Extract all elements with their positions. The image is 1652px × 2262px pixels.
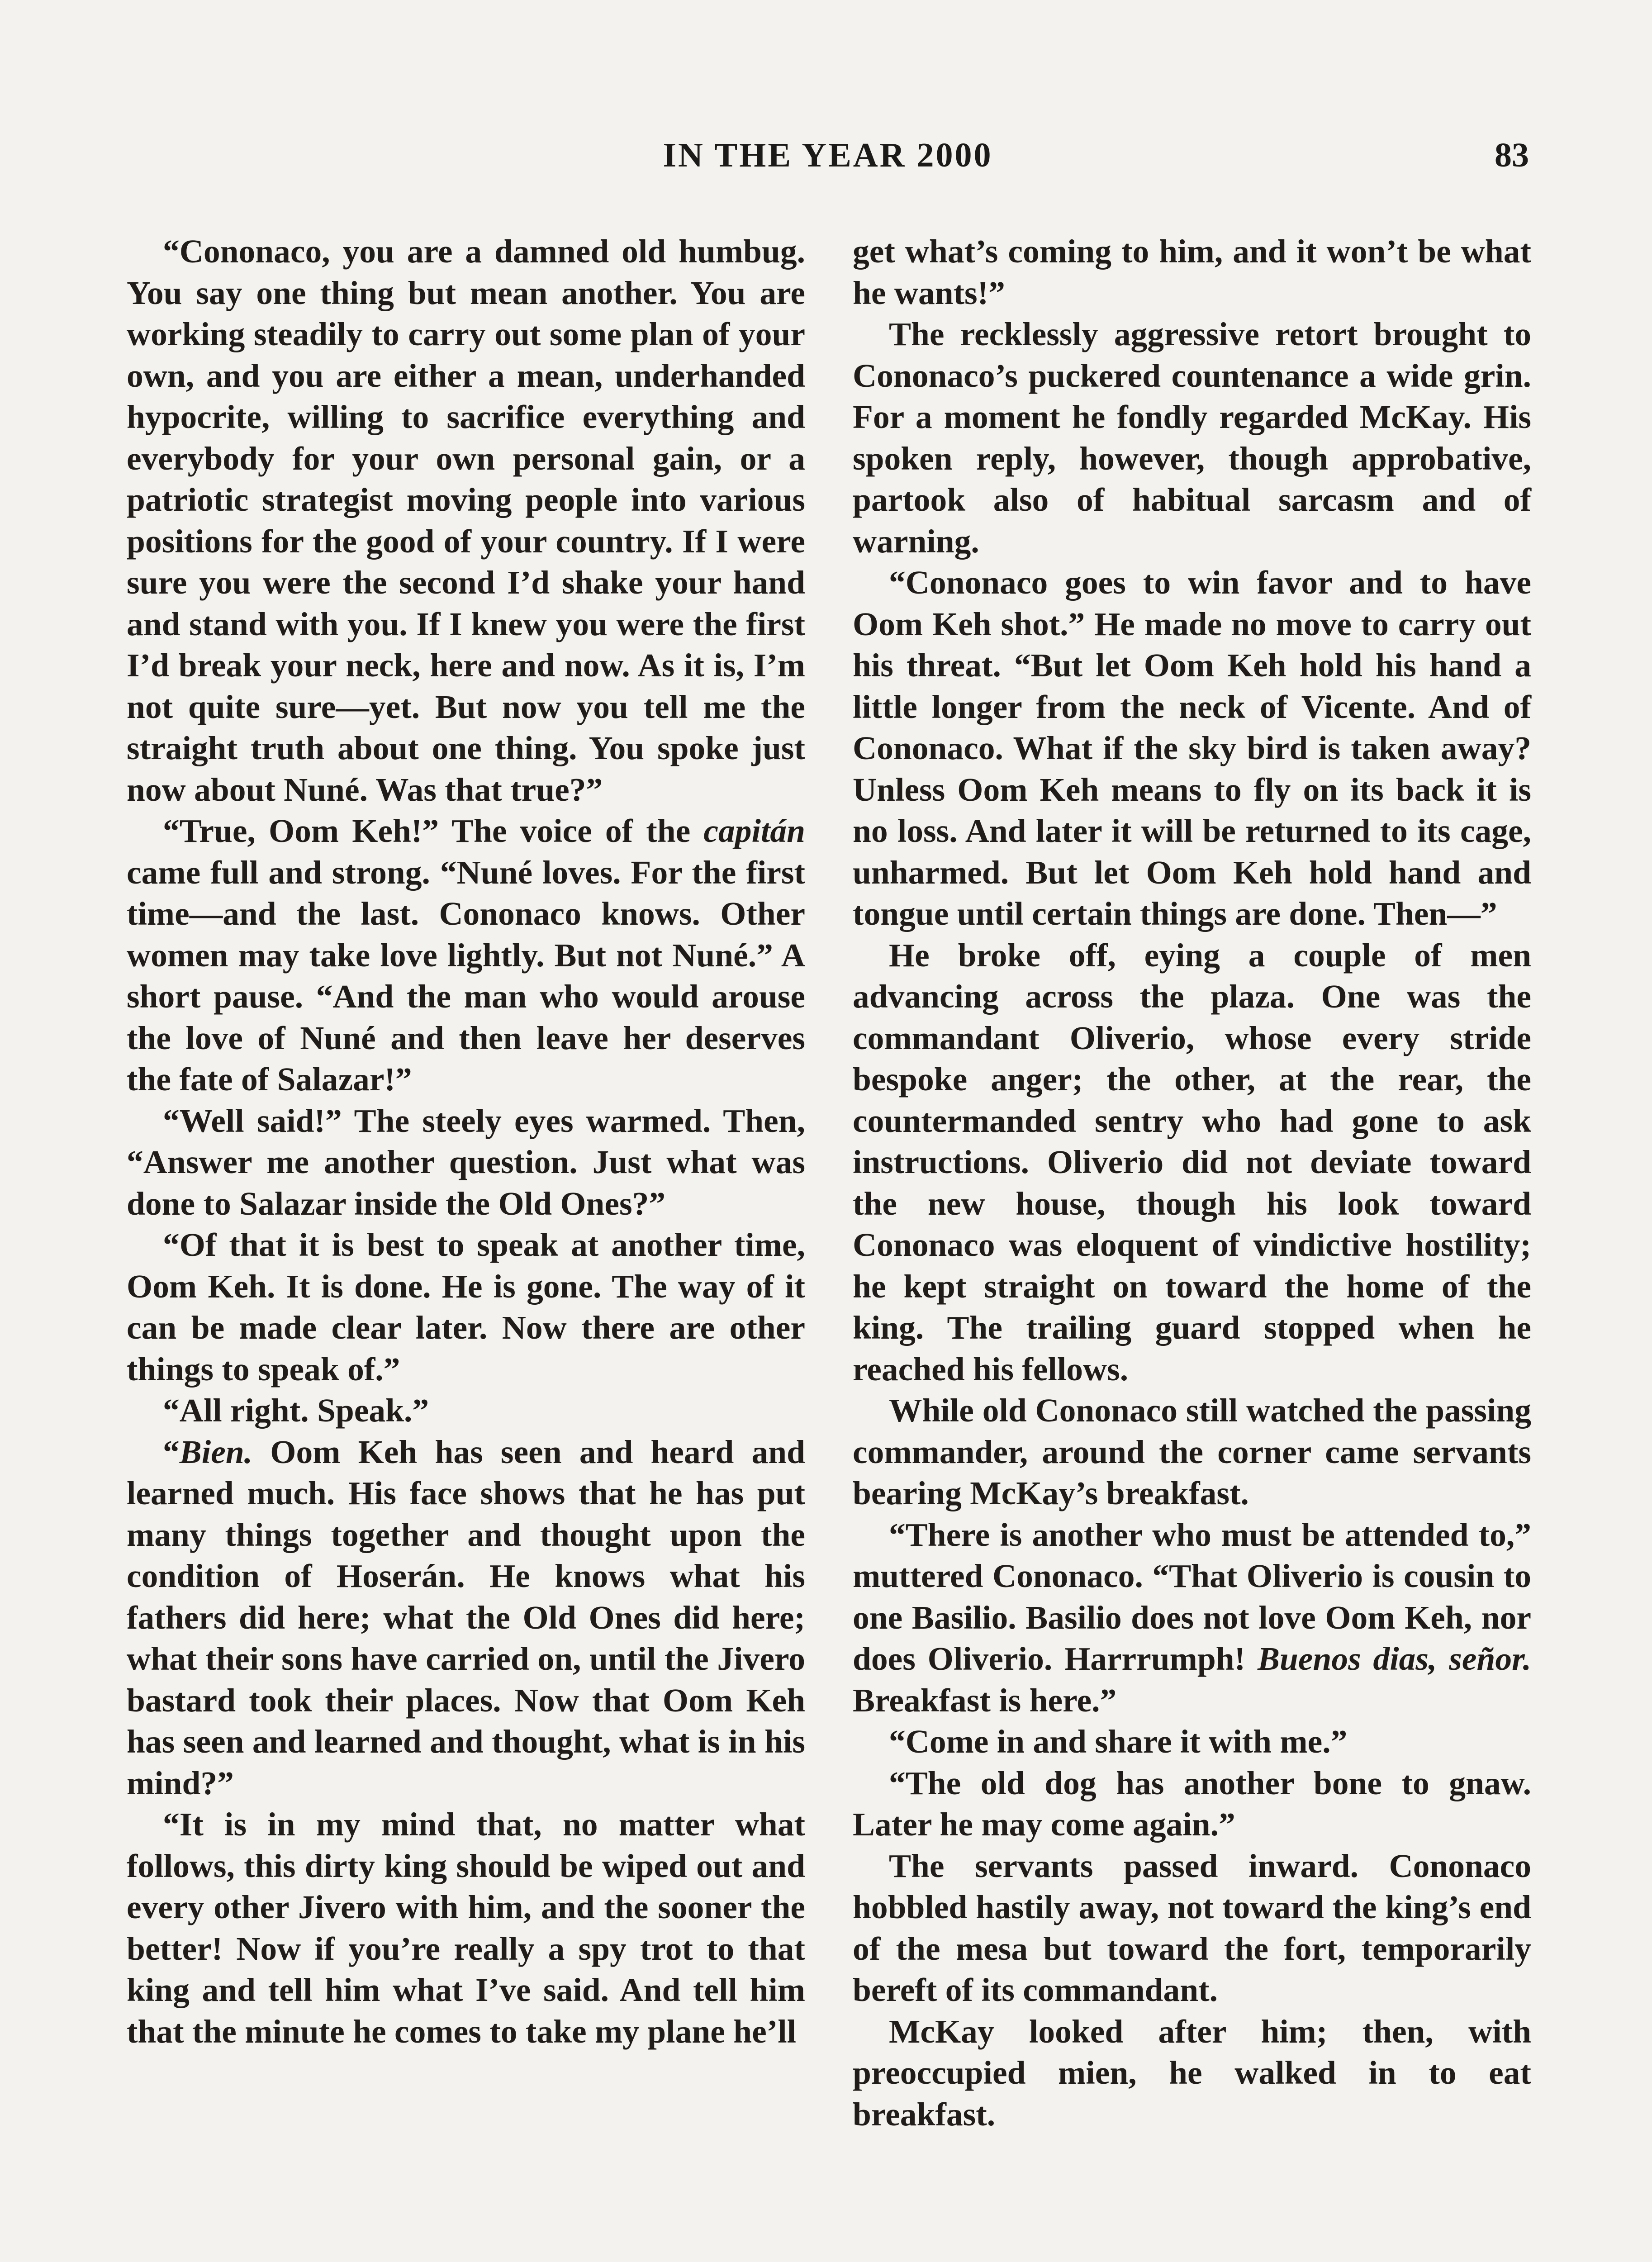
running-title: IN THE YEAR 2000	[663, 136, 993, 174]
paragraph: “Come in and share it with me.”	[889, 1723, 1348, 1760]
paragraph: The servants passed inward. Cononaco hobbled hastily away, not toward the king’s end of the mesa but toward the fort, temporarily bereft of its commandant.	[853, 1847, 1531, 2008]
italic-text: capitán	[703, 813, 805, 849]
italic-text: Bien.	[179, 1433, 253, 1470]
paragraph: The recklessly aggressive retort brought to Cononaco’s puckered countenance a wide grin. For a moment he fondly regarded McKay. His spoken reply, however, though approbative, partook also of habitual sarcasm and of warning.	[853, 316, 1531, 560]
paragraph: “Cononaco, you are a damned old humbug. You say one thing but mean another. You are working steadily to carry out some plan of your own, and you are either a mean, underhanded hypocrite, willing to sacrifice everything and everybody for your own personal gain, or a patriotic strategist moving people into various positions for the good of your country. If I were sure you were the second I’d shake your hand and stand with you. If I knew you were the first I’d break your neck, here and now. As it is, I’m not quite sure—yet. But now you tell me the straight truth about one thing. You spoke just now about Nuné. Was that true?”	[127, 233, 805, 808]
italic-text: Buenos dias, señor.	[1257, 1640, 1531, 1677]
paragraph: “Of that it is best to speak at another time, Oom Keh. It is done. He is gone. The way of it can be made clear later. Now there are other things to speak of.”	[127, 1226, 805, 1388]
paragraph-continued: get what’s coming to him, and it won’t be what he wants!”	[853, 233, 1531, 311]
paragraph: “Cononaco goes to win favor and to have Oom Keh shot.” He made no move to carry out his threat. “But let Oom Keh hold his hand a little longer from the neck of Vicente. And of Cononaco. What if the sky bird is taken away? Unless Oom Keh means to fly on its back it is no loss. And later it will be returned to its cage, unharmed. But let Oom Keh hold hand and tongue until certain things are done. Then—”	[853, 564, 1531, 932]
right-text-column	[853, 231, 1531, 2135]
paragraph: McKay looked after him; then, with preoccupied mien, he walked in to eat breakfast.	[853, 2013, 1531, 2133]
text-run: Oom Keh has seen and heard and learned much. His face shows that he has put many things together and thought upon the condition of Hoserán. He knows what his fathers did here; what the Old Ones did here; what their sons have carried on, until the Jivero bastard took their places. Now that Oom Keh has seen and learned and thought, what is in his mind?”	[127, 1433, 805, 1801]
paragraph: He broke off, eying a couple of men advancing across the plaza. One was the commandant Oliverio, whose every stride bespoke anger; the other, at the rear, the countermanded sentry who had gone to ask instructions. Oliverio did not deviate toward the new house, though his look toward Cononaco was eloquent of vindictive hostility; he kept straight on toward the home of the king. The trailing guard stopped when he reached his fellows.	[853, 936, 1531, 1388]
paragraph	[127, 810, 805, 1100]
text-run: “There is another who must be attended to,” muttered Cononaco. “That Oliverio is cousin to one Basilio. Basilio does not love Oom Keh, nor does Oliverio. Harrrumph!	[853, 1516, 1531, 1677]
paragraph: “Well said!” The steely eyes warmed. Then, “Answer me another question. Just what was done to Salazar inside the Old Ones?”	[127, 1102, 805, 1222]
text-run: “	[163, 1433, 180, 1470]
paragraph	[853, 1514, 1531, 1721]
page-number: 83	[1495, 136, 1529, 174]
paragraph	[127, 1431, 805, 1804]
running-head	[127, 136, 1529, 185]
paragraph: “It is in my mind that, no matter what follows, this dirty king should be wiped out and every other Jivero with him, and the sooner the better! Now if you’re really a spy trot to that king and tell him what I’ve said. And tell him that the minute he comes to take my plane he’ll	[127, 1806, 805, 2050]
paragraph: While old Cononaco still watched the passing commander, around the corner came servants bearing McKay’s breakfast.	[853, 1392, 1531, 1511]
text-run: “True, Oom Keh!” The voice of the	[163, 813, 704, 849]
left-text-column	[127, 231, 805, 2052]
text-run: came full and strong. “Nuné loves. For the first time—and the last. Cononaco knows. Other women may take love lightly. But not Nuné.” A short pause. “And the man who would arouse the love of Nuné and then leave her deserves the fate of Salazar!”	[127, 854, 805, 1098]
paragraph: “All right. Speak.”	[163, 1392, 429, 1429]
paragraph: “The old dog has another bone to gnaw. Later he may come again.”	[853, 1764, 1531, 1843]
text-run: Breakfast is here.”	[853, 1682, 1117, 1719]
